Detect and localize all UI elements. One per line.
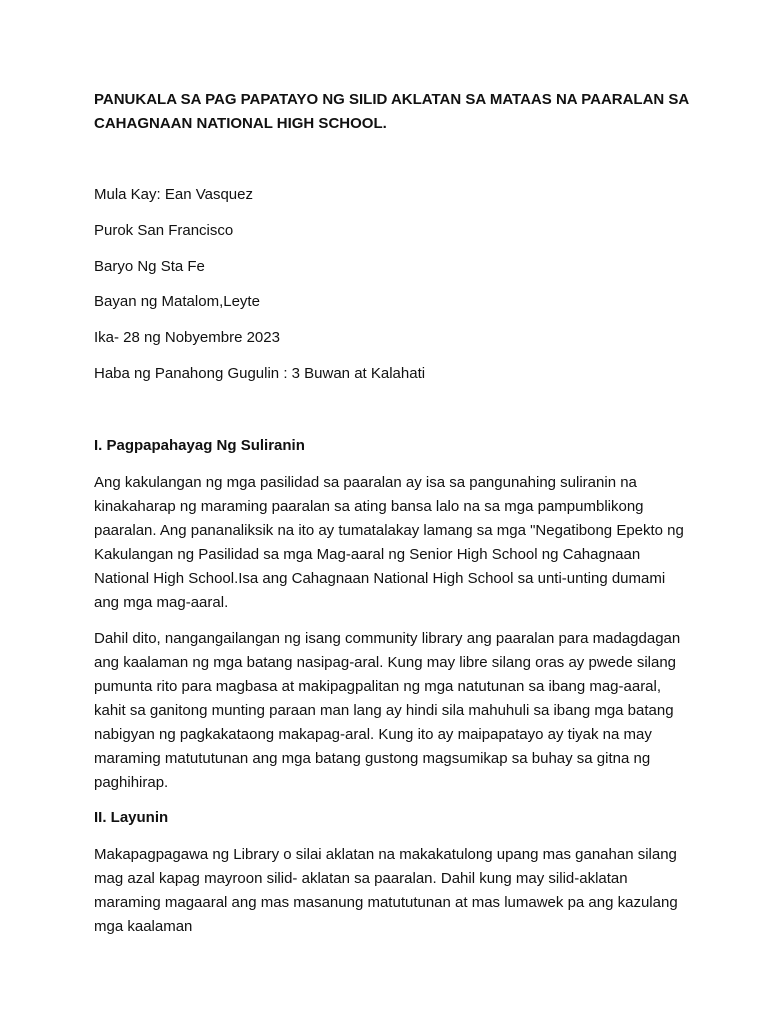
section-heading-layunin: II. Layunin <box>94 809 169 826</box>
address-bayan-line: Bayan ng Matalom,Leyte <box>94 293 260 310</box>
address-baryo-line: Baryo Ng Sta Fe <box>94 258 205 275</box>
duration-line: Haba ng Panahong Gugulin : 3 Buwan at Kalahati <box>94 365 426 382</box>
section-paragraph-suliranin-1: Ang kakulangan ng mga pasilidad sa paaralan ay isa sa pangunahing suliranin na kinakaharap ng maraming paaralan sa ating bansa lalo na sa mga pampumblikong paaralan. Ang pananaliksik na ito ay tumatalakay lamang sa mga "Negatibong Epekto ng Kakulangan ng Pasilidad sa mga Mag-aaral ng Senior High School ng Cahagnaan National High School.Isa ang Cahagnaan National High School sa unti-unting dumami ang mga mag-aaral. <box>94 474 684 611</box>
date-line: Ika- 28 ng Nobyembre 2023 <box>94 329 280 346</box>
section-heading-suliranin: I. Pagpapahayag Ng Suliranin <box>94 437 305 454</box>
document-title: PANUKALA SA PAG PAPATAYO NG SILID AKLATAN SA MATAAS NA PAARALAN SA CAHAGNAAN NATIONAL HIGH SCHOOL. <box>94 91 689 132</box>
sender-line: Mula Kay: Ean Vasquez <box>94 186 253 203</box>
section-paragraph-layunin-1: Makapagpagawa ng Library o silai aklatan na makakatulong upang mas ganahan silang mag azal kapag mayroon silid- aklatan sa paaralan. Dahil kung may silid-aklatan maraming magaaral ang mas masanung matututunan at mas lumawek pa ang kazulang mga kaalaman <box>94 846 678 935</box>
address-purok-line: Purok San Francisco <box>94 222 234 239</box>
section-paragraph-suliranin-2: Dahil dito, nangangailangan ng isang community library ang paaralan para madagdagan ang kaalaman ng mga batang nasipag-aral. Kung may libre silang oras ay pwede silang pumunta rito para magbasa at makipagpalitan ng mga natutunan sa ibang mag-aaral, kahit sa ganitong munting paraan man lang ay hindi sila mahuhuli sa ibang mga batang nabigyan ng pagkakataong makapag-aral. Kung ito ay maipapatayo ay tiyak na may maraming matututunan ang mga batang gustong magsumikap sa buhay sa gitna ng paghihirap. <box>94 630 681 791</box>
